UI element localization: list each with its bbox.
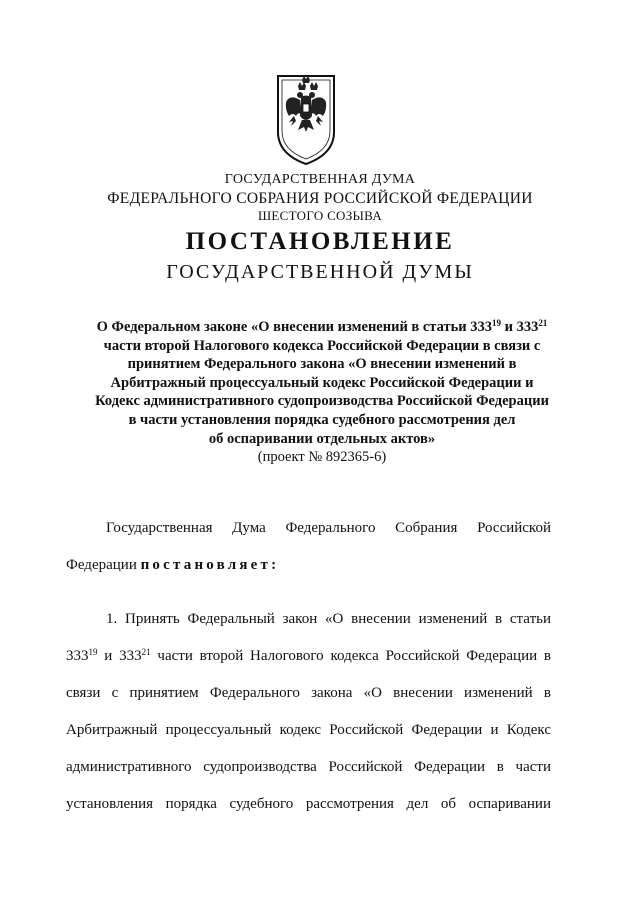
subject-line-4: Арбитражный процессуальный кодекс Российской Федерации и xyxy=(110,374,534,391)
resolution-subject xyxy=(72,318,572,467)
item1-line-1: 1. Принять Федеральный закон «О внесении изменений в статьи xyxy=(106,611,551,627)
item1-line-2: $333^{19}$ и $333^{21}$ части второй Налогового кодекса Российской Федерации в xyxy=(66,647,552,664)
item1-line-5: административного судопроизводства Российской Федерации в части xyxy=(66,759,551,775)
item1-line-4: Арбитражный процессуальный кодекс Российской Федерации и Кодекс xyxy=(66,722,551,738)
subject-line-6: в части установления порядка судебного рассмотрения дел xyxy=(128,411,516,428)
issuer-line-2: ФЕДЕРАЛЬНОГО СОБРАНИЯ РОССИЙСКОЙ ФЕДЕРАЦИИ xyxy=(107,190,533,207)
subject-line-7: об оспаривании отдельных актов» xyxy=(208,430,436,447)
subject-line-1: О Федеральном законе «О внесении изменений в статьи $333^{19}$ и $333^{21}$ xyxy=(96,318,548,335)
coat-of-arms-icon xyxy=(274,72,338,168)
subject-line-2: части второй Налогового кодекса Российской Федерации в связи с xyxy=(103,337,541,354)
subject-line-5: Кодекс административного судопроизводства Российской Федерации xyxy=(95,393,549,410)
project-number: (проект № 892365-6) xyxy=(257,449,387,466)
item1-line-6: установления порядка судебного рассмотрения дел об оспаривании xyxy=(66,796,551,812)
document-type-title: ПОСТАНОВЛЕНИЕ xyxy=(185,228,455,255)
issuer-line-1: ГОСУДАРСТВЕННАЯ ДУМА xyxy=(224,172,416,187)
document-type-subtitle: ГОСУДАРСТВЕННОЙ ДУМЫ xyxy=(166,261,474,283)
convocation-line: ШЕСТОГО СОЗЫВА xyxy=(257,208,383,223)
preamble-line-1: Государственная Дума Федерального Собрания Российской xyxy=(106,520,551,536)
preamble-line-2: Федерации постановляет: xyxy=(66,557,280,573)
resolves-word: постановляет: xyxy=(140,557,280,573)
item1-line-3: связи с принятием Федерального закона «О внесении изменений в xyxy=(66,685,551,701)
subject-line-3: принятием Федерального закона «О внесении изменений в xyxy=(127,356,517,373)
